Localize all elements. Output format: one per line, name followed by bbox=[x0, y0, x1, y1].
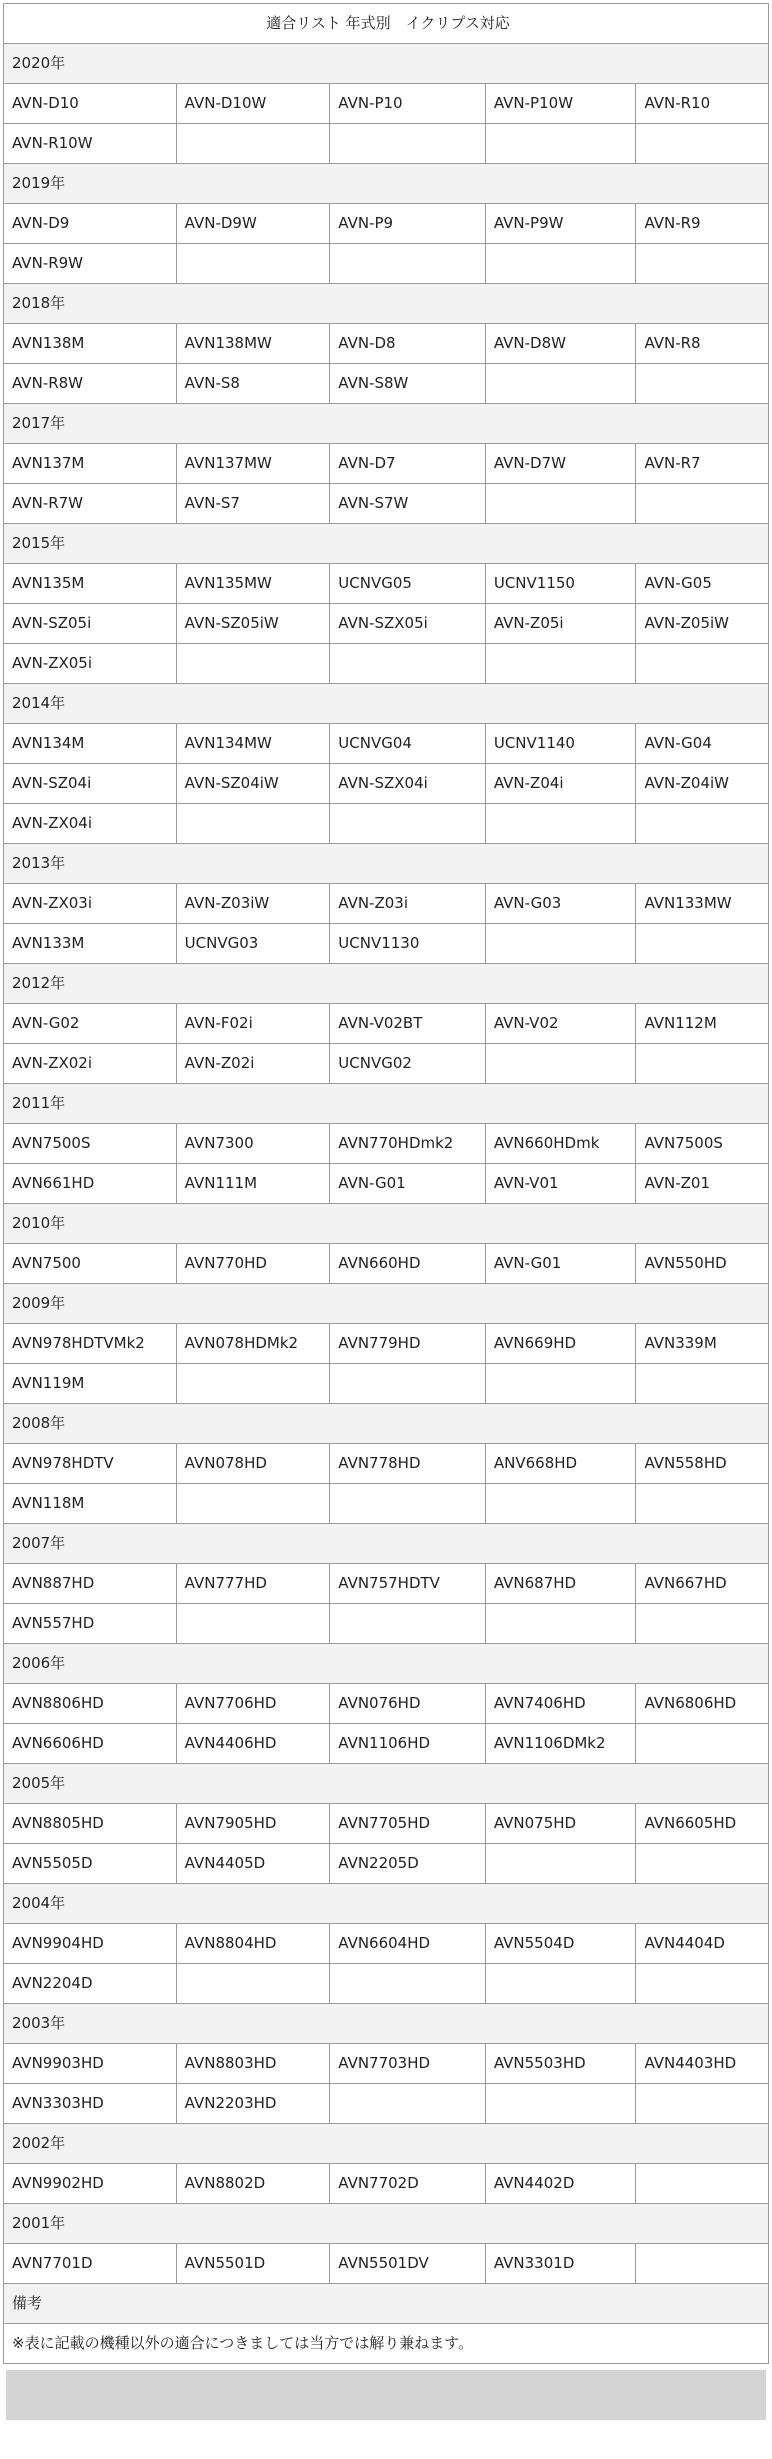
model-cell: AVN7701D bbox=[4, 2244, 177, 2284]
model-cell: AVN7703HD bbox=[330, 2044, 486, 2084]
model-cell: AVN075HD bbox=[485, 1804, 636, 1844]
model-cell: AVN5505D bbox=[4, 1844, 177, 1884]
model-cell: AVN661HD bbox=[4, 1164, 177, 1204]
model-row bbox=[4, 124, 769, 164]
model-row bbox=[4, 1364, 769, 1404]
model-cell: AVN5503HD bbox=[485, 2044, 636, 2084]
empty-cell bbox=[636, 804, 769, 844]
model-cell: AVN8802D bbox=[176, 2164, 330, 2204]
model-cell: AVN-SZ04i bbox=[4, 764, 177, 804]
year-header-row bbox=[4, 164, 769, 204]
model-row bbox=[4, 1964, 769, 2004]
empty-cell bbox=[485, 1844, 636, 1884]
year-header: 2011年 bbox=[4, 1084, 769, 1124]
empty-cell bbox=[636, 1844, 769, 1884]
model-row bbox=[4, 2084, 769, 2124]
compatibility-table-body bbox=[4, 4, 769, 2364]
empty-cell bbox=[636, 2164, 769, 2204]
model-cell: AVN7705HD bbox=[330, 1804, 486, 1844]
model-row bbox=[4, 1604, 769, 1644]
notes-header: 備考 bbox=[4, 2284, 769, 2324]
model-cell: AVN-ZX02i bbox=[4, 1044, 177, 1084]
empty-cell bbox=[636, 644, 769, 684]
model-cell: AVN-P10 bbox=[330, 84, 486, 124]
model-cell: AVN-R8W bbox=[4, 364, 177, 404]
empty-cell bbox=[176, 244, 330, 284]
model-cell: AVN-D9 bbox=[4, 204, 177, 244]
model-cell: AVN-R7W bbox=[4, 484, 177, 524]
model-cell: AVN4404D bbox=[636, 1924, 769, 1964]
model-cell: UCNV1130 bbox=[330, 924, 486, 964]
model-cell: AVN-Z05iW bbox=[636, 604, 769, 644]
model-cell: AVN4403HD bbox=[636, 2044, 769, 2084]
empty-cell bbox=[485, 244, 636, 284]
empty-cell bbox=[485, 1484, 636, 1524]
model-cell: AVN4405D bbox=[176, 1844, 330, 1884]
model-cell: AVN133M bbox=[4, 924, 177, 964]
model-row bbox=[4, 364, 769, 404]
model-cell: AVN-SZ05iW bbox=[176, 604, 330, 644]
model-cell: AVN134M bbox=[4, 724, 177, 764]
model-cell: AVN7300 bbox=[176, 1124, 330, 1164]
model-cell: AVN-V01 bbox=[485, 1164, 636, 1204]
model-cell: UCNV1140 bbox=[485, 724, 636, 764]
empty-cell bbox=[330, 244, 486, 284]
model-row bbox=[4, 924, 769, 964]
model-cell: AVN-D9W bbox=[176, 204, 330, 244]
year-header: 2009年 bbox=[4, 1284, 769, 1324]
year-header-row bbox=[4, 1884, 769, 1924]
year-header-row bbox=[4, 1084, 769, 1124]
model-cell: AVN1106DMk2 bbox=[485, 1724, 636, 1764]
model-cell: AVN8806HD bbox=[4, 1684, 177, 1724]
model-cell: AVN6806HD bbox=[636, 1684, 769, 1724]
model-row bbox=[4, 724, 769, 764]
empty-cell bbox=[636, 1604, 769, 1644]
model-cell: AVN2203HD bbox=[176, 2084, 330, 2124]
model-cell: AVN669HD bbox=[485, 1324, 636, 1364]
year-header: 2004年 bbox=[4, 1884, 769, 1924]
model-cell: AVN-SZX05i bbox=[330, 604, 486, 644]
empty-cell bbox=[330, 1604, 486, 1644]
empty-cell bbox=[176, 644, 330, 684]
model-cell: AVN557HD bbox=[4, 1604, 177, 1644]
model-cell: AVN111M bbox=[176, 1164, 330, 1204]
model-cell: AVN779HD bbox=[330, 1324, 486, 1364]
year-header-row bbox=[4, 404, 769, 444]
model-row bbox=[4, 2044, 769, 2084]
model-row bbox=[4, 604, 769, 644]
model-cell: AVN-ZX04i bbox=[4, 804, 177, 844]
model-cell: AVN-S8W bbox=[330, 364, 486, 404]
model-cell: AVN-ZX03i bbox=[4, 884, 177, 924]
empty-cell bbox=[636, 924, 769, 964]
model-cell: AVN9902HD bbox=[4, 2164, 177, 2204]
model-cell: AVN-R10 bbox=[636, 84, 769, 124]
year-header: 2014年 bbox=[4, 684, 769, 724]
empty-cell bbox=[485, 1364, 636, 1404]
model-cell: AVN112M bbox=[636, 1004, 769, 1044]
model-row bbox=[4, 1004, 769, 1044]
year-header-row bbox=[4, 964, 769, 1004]
empty-cell bbox=[636, 244, 769, 284]
model-row bbox=[4, 324, 769, 364]
model-cell: AVN5504D bbox=[485, 1924, 636, 1964]
model-cell: AVN-G03 bbox=[485, 884, 636, 924]
model-cell: AVN-Z04iW bbox=[636, 764, 769, 804]
model-cell: AVN6606HD bbox=[4, 1724, 177, 1764]
model-cell: AVN135MW bbox=[176, 564, 330, 604]
year-header: 2015年 bbox=[4, 524, 769, 564]
year-header-row bbox=[4, 524, 769, 564]
empty-cell bbox=[636, 1364, 769, 1404]
model-cell: AVN7500S bbox=[4, 1124, 177, 1164]
model-row bbox=[4, 804, 769, 844]
model-row bbox=[4, 1684, 769, 1724]
model-cell: AVN-V02 bbox=[485, 1004, 636, 1044]
empty-cell bbox=[636, 1484, 769, 1524]
empty-cell bbox=[485, 1604, 636, 1644]
model-cell: UCNV1150 bbox=[485, 564, 636, 604]
model-row bbox=[4, 1484, 769, 1524]
model-row bbox=[4, 1804, 769, 1844]
year-header-row bbox=[4, 2204, 769, 2244]
year-header: 2017年 bbox=[4, 404, 769, 444]
model-cell: AVN660HDmk bbox=[485, 1124, 636, 1164]
model-cell: AVN6604HD bbox=[330, 1924, 486, 1964]
model-cell: AVN978HDTVMk2 bbox=[4, 1324, 177, 1364]
model-cell: AVN7702D bbox=[330, 2164, 486, 2204]
model-cell: AVN9903HD bbox=[4, 2044, 177, 2084]
model-cell: AVN667HD bbox=[636, 1564, 769, 1604]
model-cell: AVN-SZX04i bbox=[330, 764, 486, 804]
model-cell: AVN-S7W bbox=[330, 484, 486, 524]
model-cell: AVN770HDmk2 bbox=[330, 1124, 486, 1164]
empty-cell bbox=[636, 364, 769, 404]
model-cell: AVN8805HD bbox=[4, 1804, 177, 1844]
empty-cell bbox=[176, 1364, 330, 1404]
model-cell: AVN-G01 bbox=[330, 1164, 486, 1204]
model-cell: AVN-Z05i bbox=[485, 604, 636, 644]
model-cell: AVN-SZ04iW bbox=[176, 764, 330, 804]
model-cell: AVN138M bbox=[4, 324, 177, 364]
footer-spacer bbox=[6, 2370, 766, 2420]
empty-cell bbox=[636, 124, 769, 164]
model-cell: AVN-R8 bbox=[636, 324, 769, 364]
model-cell: AVN7500S bbox=[636, 1124, 769, 1164]
model-cell: AVN687HD bbox=[485, 1564, 636, 1604]
model-cell: AVN660HD bbox=[330, 1244, 486, 1284]
notes-header-row bbox=[4, 2284, 769, 2324]
year-header-row bbox=[4, 1284, 769, 1324]
empty-cell bbox=[636, 1044, 769, 1084]
model-row bbox=[4, 1924, 769, 1964]
model-cell: UCNVG03 bbox=[176, 924, 330, 964]
model-cell: AVN-Z01 bbox=[636, 1164, 769, 1204]
model-cell: AVN-D8W bbox=[485, 324, 636, 364]
model-cell: AVN757HDTV bbox=[330, 1564, 486, 1604]
model-cell: AVN-S8 bbox=[176, 364, 330, 404]
model-cell: AVN778HD bbox=[330, 1444, 486, 1484]
empty-cell bbox=[330, 1964, 486, 2004]
model-row bbox=[4, 1324, 769, 1364]
model-cell: AVN978HDTV bbox=[4, 1444, 177, 1484]
model-cell: AVN-G01 bbox=[485, 1244, 636, 1284]
model-row bbox=[4, 1044, 769, 1084]
model-cell: AVN6605HD bbox=[636, 1804, 769, 1844]
year-header-row bbox=[4, 44, 769, 84]
model-row bbox=[4, 1164, 769, 1204]
model-cell: ANV668HD bbox=[485, 1444, 636, 1484]
model-cell: UCNVG04 bbox=[330, 724, 486, 764]
model-cell: AVN-G04 bbox=[636, 724, 769, 764]
model-cell: AVN4402D bbox=[485, 2164, 636, 2204]
model-cell: AVN777HD bbox=[176, 1564, 330, 1604]
empty-cell bbox=[176, 124, 330, 164]
remark-text: ※表に記載の機種以外の適合につきましては当方では解り兼ねます。 bbox=[4, 2324, 769, 2364]
remark-row bbox=[4, 2324, 769, 2364]
model-cell: AVN-R10W bbox=[4, 124, 177, 164]
year-header: 2003年 bbox=[4, 2004, 769, 2044]
model-cell: AVN-G05 bbox=[636, 564, 769, 604]
model-row bbox=[4, 884, 769, 924]
year-header-row bbox=[4, 284, 769, 324]
model-cell: AVN7500 bbox=[4, 1244, 177, 1284]
model-row bbox=[4, 244, 769, 284]
model-cell: AVN133MW bbox=[636, 884, 769, 924]
empty-cell bbox=[485, 124, 636, 164]
model-cell: AVN-R9 bbox=[636, 204, 769, 244]
model-cell: AVN558HD bbox=[636, 1444, 769, 1484]
model-cell: AVN-R7 bbox=[636, 444, 769, 484]
year-header: 2007年 bbox=[4, 1524, 769, 1564]
empty-cell bbox=[330, 124, 486, 164]
title-row bbox=[4, 4, 769, 44]
year-header: 2020年 bbox=[4, 44, 769, 84]
model-row bbox=[4, 1564, 769, 1604]
empty-cell bbox=[636, 2244, 769, 2284]
model-cell: AVN7406HD bbox=[485, 1684, 636, 1724]
year-header-row bbox=[4, 1204, 769, 1244]
model-cell: AVN-D7 bbox=[330, 444, 486, 484]
model-cell: AVN-Z04i bbox=[485, 764, 636, 804]
model-cell: AVN550HD bbox=[636, 1244, 769, 1284]
model-cell: AVN076HD bbox=[330, 1684, 486, 1724]
model-row bbox=[4, 1444, 769, 1484]
model-row bbox=[4, 204, 769, 244]
model-cell: AVN078HDMk2 bbox=[176, 1324, 330, 1364]
model-row bbox=[4, 84, 769, 124]
empty-cell bbox=[330, 804, 486, 844]
year-header: 2013年 bbox=[4, 844, 769, 884]
model-row bbox=[4, 1124, 769, 1164]
year-header-row bbox=[4, 1524, 769, 1564]
model-row bbox=[4, 1844, 769, 1884]
model-cell: AVN8803HD bbox=[176, 2044, 330, 2084]
model-cell: AVN-G02 bbox=[4, 1004, 177, 1044]
model-row bbox=[4, 444, 769, 484]
model-cell: AVN119M bbox=[4, 1364, 177, 1404]
empty-cell bbox=[330, 2084, 486, 2124]
model-cell: AVN138MW bbox=[176, 324, 330, 364]
model-cell: AVN-D7W bbox=[485, 444, 636, 484]
model-cell: AVN135M bbox=[4, 564, 177, 604]
empty-cell bbox=[485, 1964, 636, 2004]
model-cell: AVN8804HD bbox=[176, 1924, 330, 1964]
model-cell: UCNVG02 bbox=[330, 1044, 486, 1084]
empty-cell bbox=[636, 1964, 769, 2004]
model-row bbox=[4, 2244, 769, 2284]
model-row bbox=[4, 1724, 769, 1764]
empty-cell bbox=[636, 2084, 769, 2124]
empty-cell bbox=[330, 1364, 486, 1404]
model-cell: AVN339M bbox=[636, 1324, 769, 1364]
model-cell: AVN3301D bbox=[485, 2244, 636, 2284]
model-cell: AVN2205D bbox=[330, 1844, 486, 1884]
empty-cell bbox=[176, 1604, 330, 1644]
year-header-row bbox=[4, 1764, 769, 1804]
model-row bbox=[4, 764, 769, 804]
model-cell: AVN-P10W bbox=[485, 84, 636, 124]
year-header-row bbox=[4, 2004, 769, 2044]
empty-cell bbox=[485, 804, 636, 844]
model-cell: AVN3303HD bbox=[4, 2084, 177, 2124]
year-header-row bbox=[4, 684, 769, 724]
year-header: 2018年 bbox=[4, 284, 769, 324]
model-cell: AVN2204D bbox=[4, 1964, 177, 2004]
model-row bbox=[4, 644, 769, 684]
model-row bbox=[4, 1244, 769, 1284]
model-cell: AVN-Z03i bbox=[330, 884, 486, 924]
model-cell: AVN-Z02i bbox=[176, 1044, 330, 1084]
empty-cell bbox=[485, 484, 636, 524]
model-cell: AVN-P9W bbox=[485, 204, 636, 244]
model-cell: AVN137M bbox=[4, 444, 177, 484]
model-cell: AVN5501D bbox=[176, 2244, 330, 2284]
year-header: 2010年 bbox=[4, 1204, 769, 1244]
empty-cell bbox=[636, 1724, 769, 1764]
model-cell: AVN-P9 bbox=[330, 204, 486, 244]
model-cell: AVN1106HD bbox=[330, 1724, 486, 1764]
year-header: 2019年 bbox=[4, 164, 769, 204]
model-cell: AVN9904HD bbox=[4, 1924, 177, 1964]
model-cell: AVN-SZ05i bbox=[4, 604, 177, 644]
model-cell: UCNVG05 bbox=[330, 564, 486, 604]
table-title: 適合リスト 年式別 イクリプス対応 bbox=[4, 4, 769, 44]
year-header-row bbox=[4, 1404, 769, 1444]
model-cell: AVN7706HD bbox=[176, 1684, 330, 1724]
model-cell: AVN-D10 bbox=[4, 84, 177, 124]
model-cell: AVN-D10W bbox=[176, 84, 330, 124]
empty-cell bbox=[485, 364, 636, 404]
model-cell: AVN887HD bbox=[4, 1564, 177, 1604]
empty-cell bbox=[330, 1484, 486, 1524]
compatibility-table bbox=[3, 3, 769, 2364]
model-cell: AVN137MW bbox=[176, 444, 330, 484]
model-cell: AVN134MW bbox=[176, 724, 330, 764]
model-cell: AVN770HD bbox=[176, 1244, 330, 1284]
model-cell: AVN5501DV bbox=[330, 2244, 486, 2284]
empty-cell bbox=[176, 804, 330, 844]
model-cell: AVN078HD bbox=[176, 1444, 330, 1484]
empty-cell bbox=[176, 1484, 330, 1524]
model-cell: AVN-D8 bbox=[330, 324, 486, 364]
year-header-row bbox=[4, 1644, 769, 1684]
model-cell: AVN-F02i bbox=[176, 1004, 330, 1044]
empty-cell bbox=[636, 484, 769, 524]
year-header: 2008年 bbox=[4, 1404, 769, 1444]
empty-cell bbox=[176, 1964, 330, 2004]
empty-cell bbox=[485, 2084, 636, 2124]
model-cell: AVN4406HD bbox=[176, 1724, 330, 1764]
year-header: 2005年 bbox=[4, 1764, 769, 1804]
model-row bbox=[4, 2164, 769, 2204]
model-cell: AVN-S7 bbox=[176, 484, 330, 524]
year-header: 2002年 bbox=[4, 2124, 769, 2164]
year-header: 2006年 bbox=[4, 1644, 769, 1684]
model-cell: AVN-ZX05i bbox=[4, 644, 177, 684]
year-header: 2012年 bbox=[4, 964, 769, 1004]
model-cell: AVN-Z03iW bbox=[176, 884, 330, 924]
year-header: 2001年 bbox=[4, 2204, 769, 2244]
empty-cell bbox=[485, 1044, 636, 1084]
year-header-row bbox=[4, 844, 769, 884]
empty-cell bbox=[485, 644, 636, 684]
empty-cell bbox=[330, 644, 486, 684]
year-header-row bbox=[4, 2124, 769, 2164]
model-row bbox=[4, 484, 769, 524]
model-row bbox=[4, 564, 769, 604]
model-cell: AVN-V02BT bbox=[330, 1004, 486, 1044]
empty-cell bbox=[485, 924, 636, 964]
model-cell: AVN118M bbox=[4, 1484, 177, 1524]
model-cell: AVN-R9W bbox=[4, 244, 177, 284]
model-cell: AVN7905HD bbox=[176, 1804, 330, 1844]
